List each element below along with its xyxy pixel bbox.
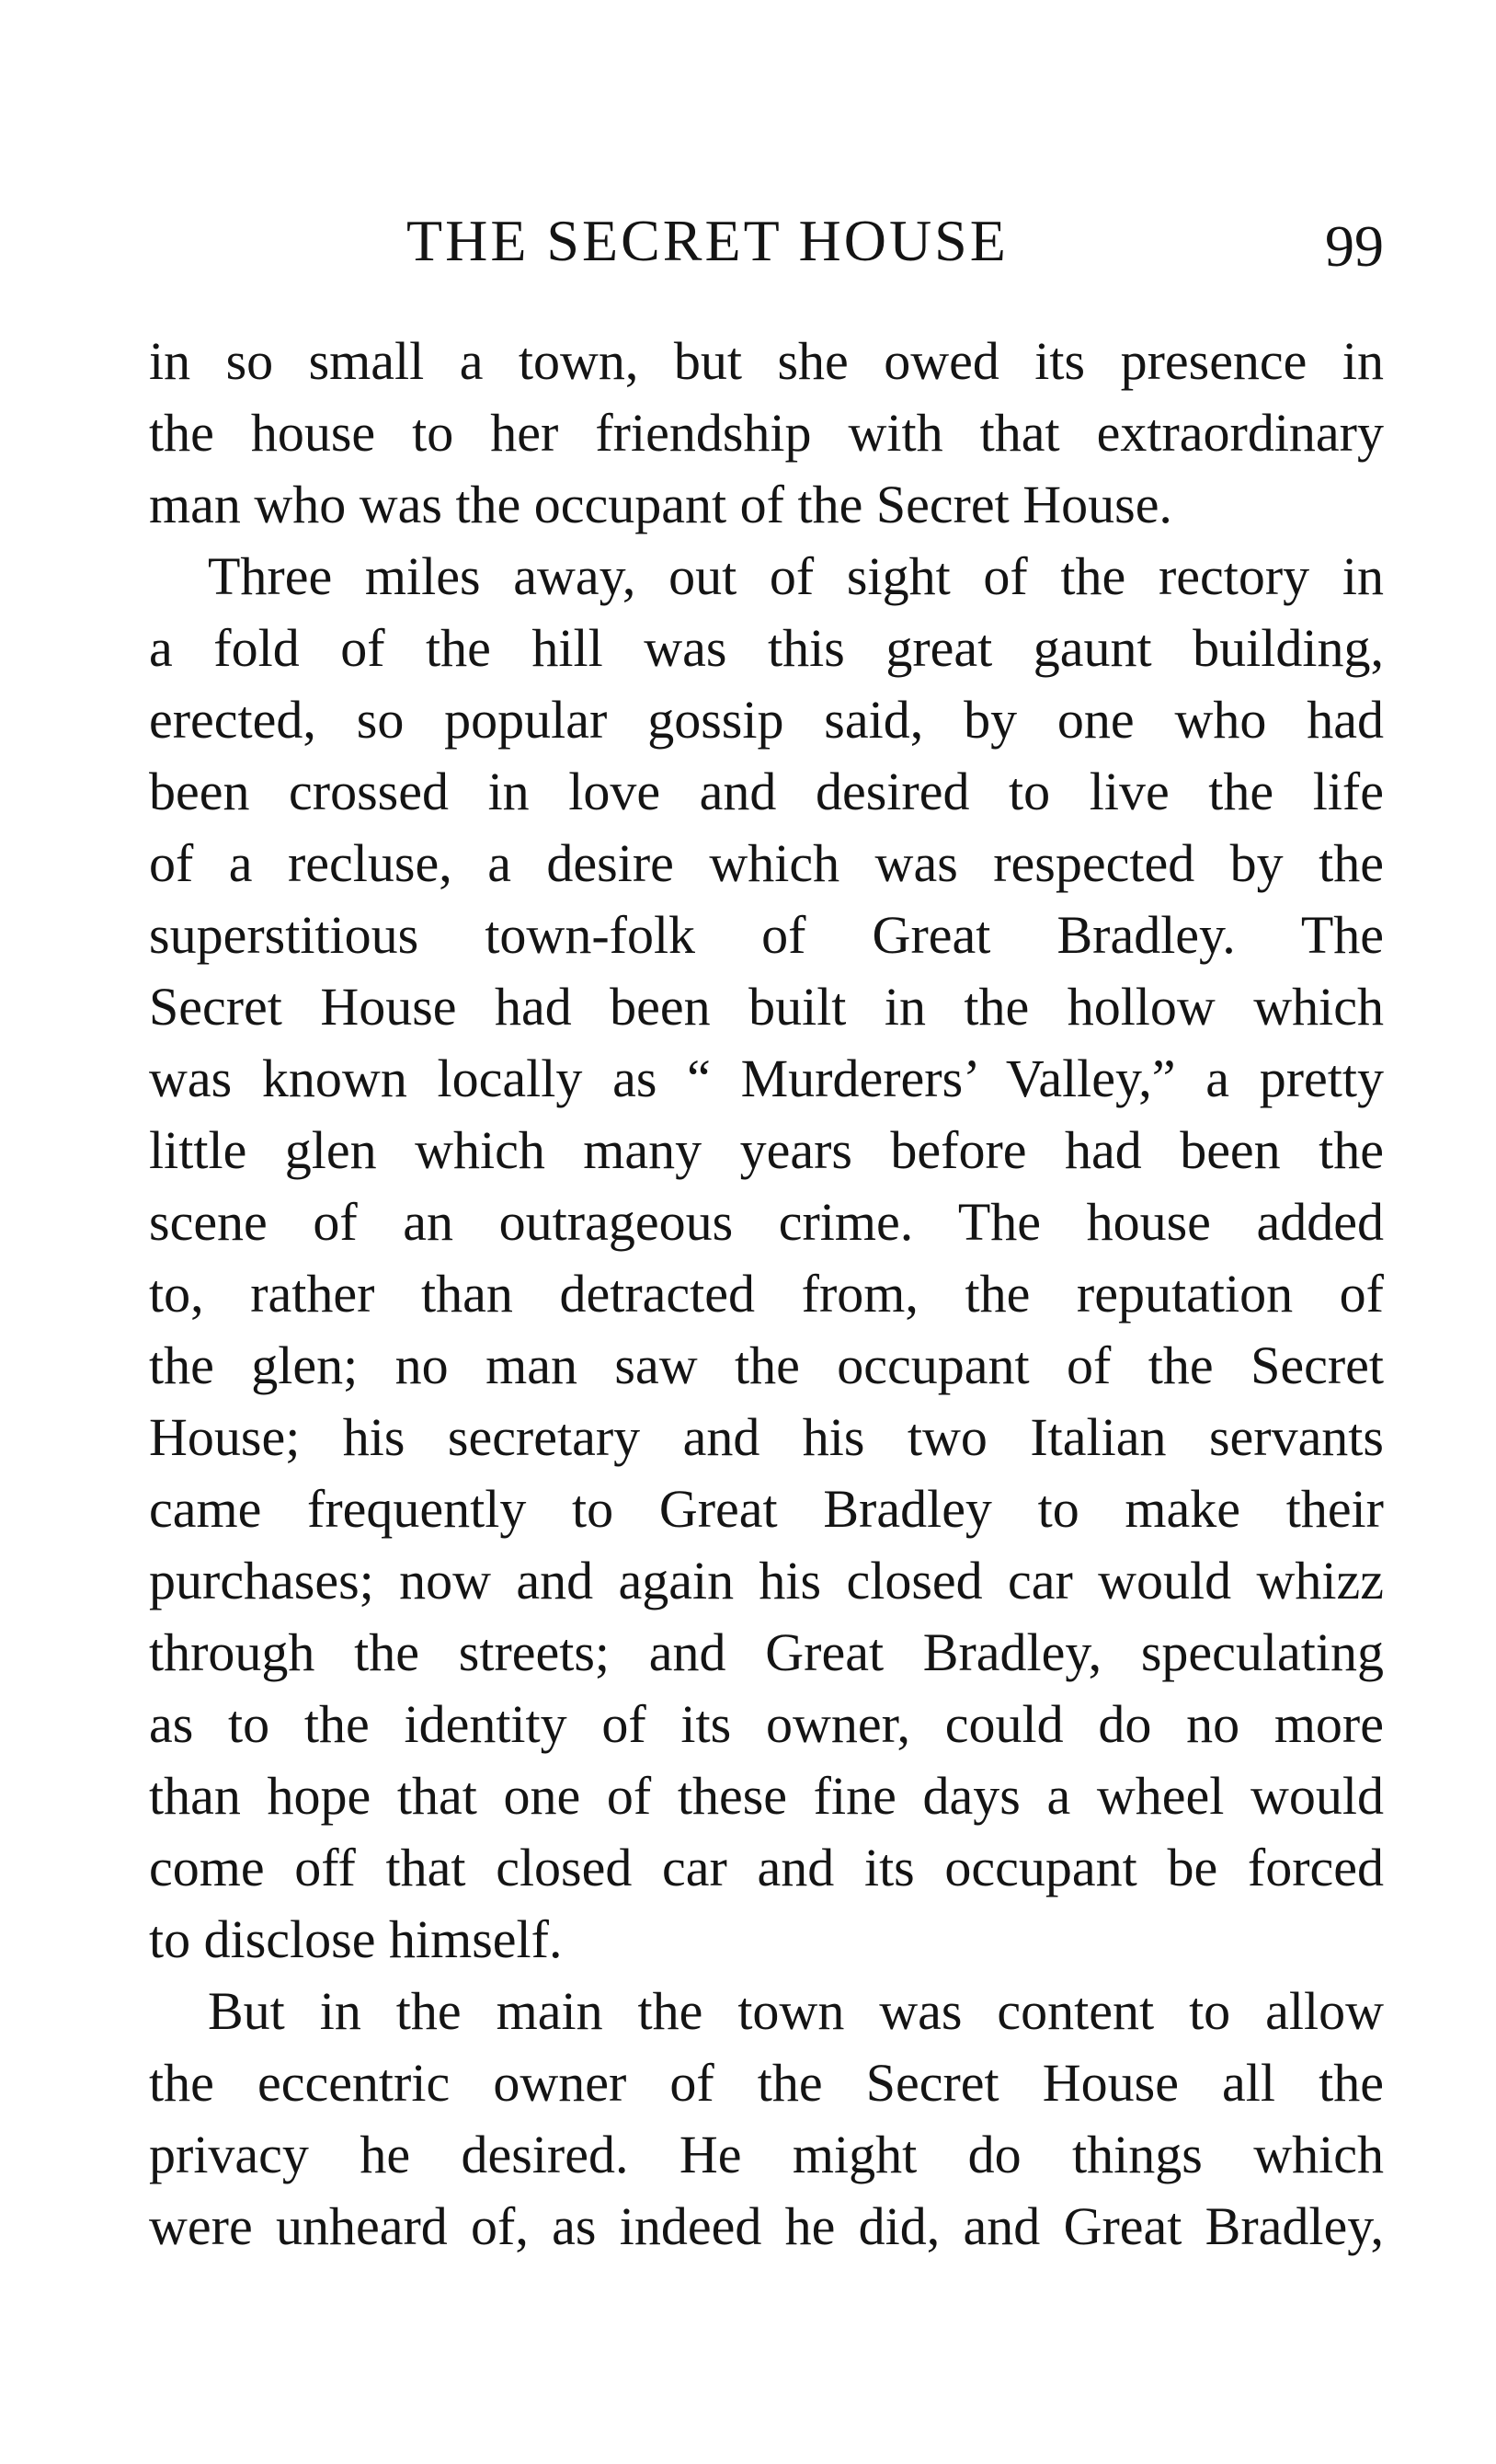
text-line: man who was the occupant of the Secret House.	[149, 475, 1172, 534]
text-line: purchases; now and again his closed car would whizz	[149, 1551, 1384, 1610]
text-line: House; his secretary and his two Italian servants	[149, 1407, 1384, 1467]
text-line: But in the main the town was content to allow	[208, 1981, 1384, 2041]
text-line: to disclose himself.	[149, 1909, 563, 1969]
text-line: of a recluse, a desire which was respected by the	[149, 833, 1384, 893]
text-line: Three miles away, out of sight of the rectory in	[208, 546, 1384, 606]
text-line: a fold of the hill was this great gaunt building,	[149, 618, 1384, 678]
text-line: through the streets; and Great Bradley, speculating	[149, 1622, 1384, 1682]
body-text	[149, 326, 1384, 2263]
text-line: scene of an outrageous crime. The house added	[149, 1192, 1384, 1252]
text-line: come off that closed car and its occupant be forced	[149, 1838, 1384, 1897]
text-line: Secret House had been built in the hollow which	[149, 977, 1384, 1037]
text-line: was known locally as “ Murderers’ Valley,” a pretty	[149, 1049, 1384, 1108]
text-line: to, rather than detracted from, the reputation of	[149, 1264, 1384, 1324]
text-line: the house to her friendship with that extraordinary	[149, 403, 1384, 463]
text-line: the glen; no man saw the occupant of the Secret	[149, 1335, 1384, 1395]
text-line: superstitious town-folk of Great Bradley. The	[149, 905, 1384, 965]
text-line: little glen which many years before had been the	[149, 1120, 1384, 1180]
text-line: privacy he desired. He might do things which	[149, 2125, 1384, 2184]
text-line: were unheard of, as indeed he did, and Great Bradley,	[149, 2196, 1384, 2256]
text-line: in so small a town, but she owed its presence in	[149, 331, 1384, 391]
text-line: as to the identity of its owner, could do no more	[149, 1694, 1384, 1754]
text-line: the eccentric owner of the Secret House all the	[149, 2053, 1384, 2113]
text-line: than hope that one of these fine days a wheel would	[149, 1766, 1384, 1826]
page-number: 99	[1325, 213, 1384, 279]
running-title: THE SECRET HOUSE	[406, 208, 1009, 273]
running-head	[149, 204, 1384, 278]
text-line: came frequently to Great Bradley to make their	[149, 1479, 1384, 1539]
text-line: erected, so popular gossip said, by one who had	[149, 690, 1384, 750]
text-line: been crossed in love and desired to live the life	[149, 762, 1384, 821]
